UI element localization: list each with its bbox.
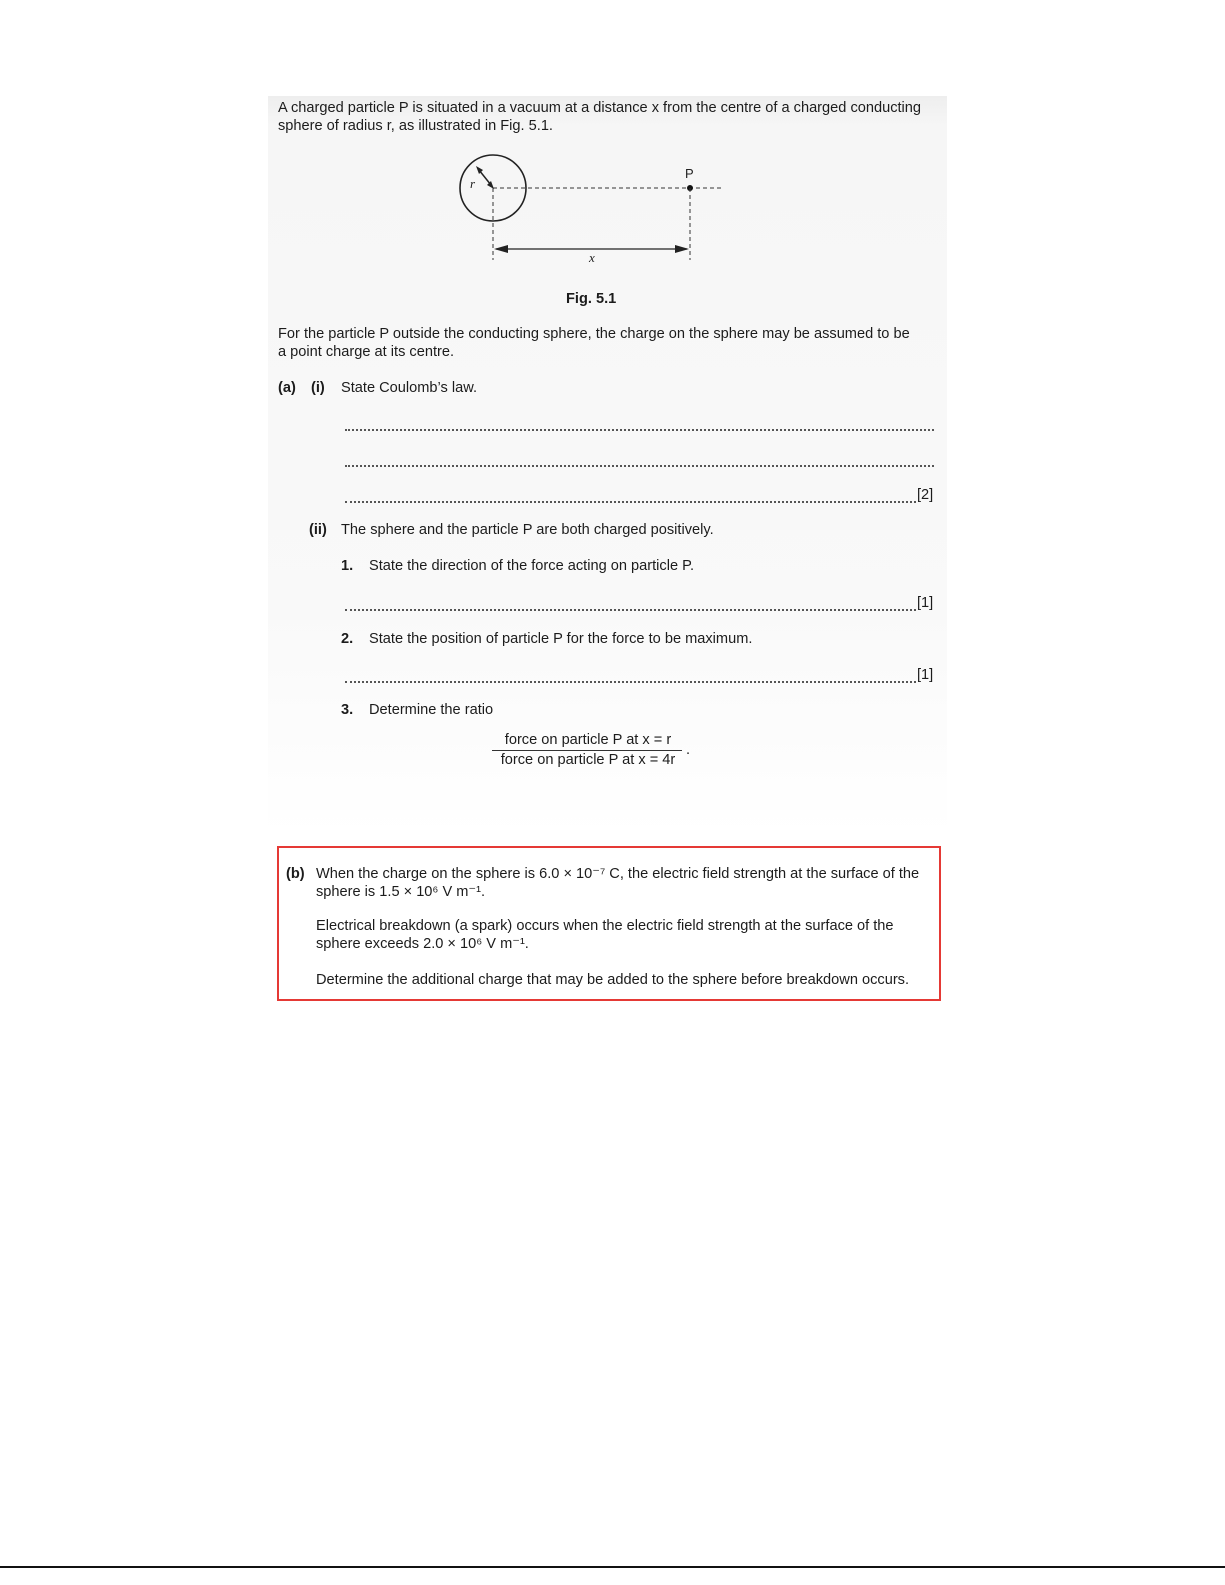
marks-q2: [1] (917, 667, 934, 683)
answer-line[interactable] (345, 667, 916, 683)
part-b-p2-line-2: sphere exceeds 2.0 × 10⁶ V m⁻¹. (316, 936, 529, 952)
question-3-number: 3. (341, 702, 354, 718)
part-a-ii-label: (ii) (309, 522, 327, 538)
ratio-period: . (686, 742, 691, 758)
question-3-text: Determine the ratio (369, 702, 494, 718)
question-2-number: 2. (341, 631, 354, 647)
ratio-numerator: force on particle P at x = r (504, 732, 672, 748)
answer-line[interactable] (345, 451, 934, 467)
distance-arrowhead-right (675, 245, 689, 253)
part-a-ii-statement: The sphere and the particle P are both charged positively. (341, 522, 714, 538)
question-1-number: 1. (341, 558, 354, 574)
assumption-line-1: For the particle P outside the conducting sphere, the charge on the sphere may be assumed to be (278, 326, 910, 342)
answer-line[interactable] (345, 415, 934, 431)
assumption-line-2: a point charge at its centre. (278, 344, 455, 360)
page-bottom-rule (0, 1566, 1225, 1568)
question-1-text: State the direction of the force acting on particle P. (369, 558, 695, 574)
intro-line-1: A charged particle P is situated in a vacuum at a distance x from the centre of a charged conducting (278, 100, 922, 116)
part-a-label: (a) (278, 380, 296, 396)
part-b-label: (b) (286, 866, 305, 882)
radius-line (479, 170, 491, 185)
answer-line[interactable] (345, 595, 916, 611)
answer-line[interactable] (345, 487, 916, 503)
distance-arrowhead-left (494, 245, 508, 253)
figure-sphere-diagram (452, 150, 732, 265)
ratio-denominator: force on particle P at x = 4r (500, 752, 676, 768)
part-a-i-label: (i) (311, 380, 325, 396)
part-b-p1-line-1: When the charge on the sphere is 6.0 × 10⁻⁷ C, the electric field strength at the surface of the (316, 866, 920, 882)
particle-p-label: P (685, 166, 694, 181)
marks-a-i: [2] (917, 487, 934, 503)
radius-label: r (470, 176, 476, 191)
figure-caption: Fig. 5.1 (566, 291, 617, 307)
question-2-text: State the position of particle P for the force to be maximum. (369, 631, 753, 647)
part-b-p1-line-2: sphere is 1.5 × 10⁶ V m⁻¹. (316, 884, 486, 900)
intro-line-2: sphere of radius r, as illustrated in Fig. 5.1. (278, 118, 553, 134)
part-a-i-question: State Coulomb’s law. (341, 380, 478, 396)
distance-x-label: x (589, 250, 595, 265)
part-b-instruction: Determine the additional charge that may be added to the sphere before breakdown occurs. (316, 972, 910, 988)
marks-q1: [1] (917, 595, 934, 611)
part-b-p2-line-1: Electrical breakdown (a spark) occurs when the electric field strength at the surface of the (316, 918, 894, 934)
